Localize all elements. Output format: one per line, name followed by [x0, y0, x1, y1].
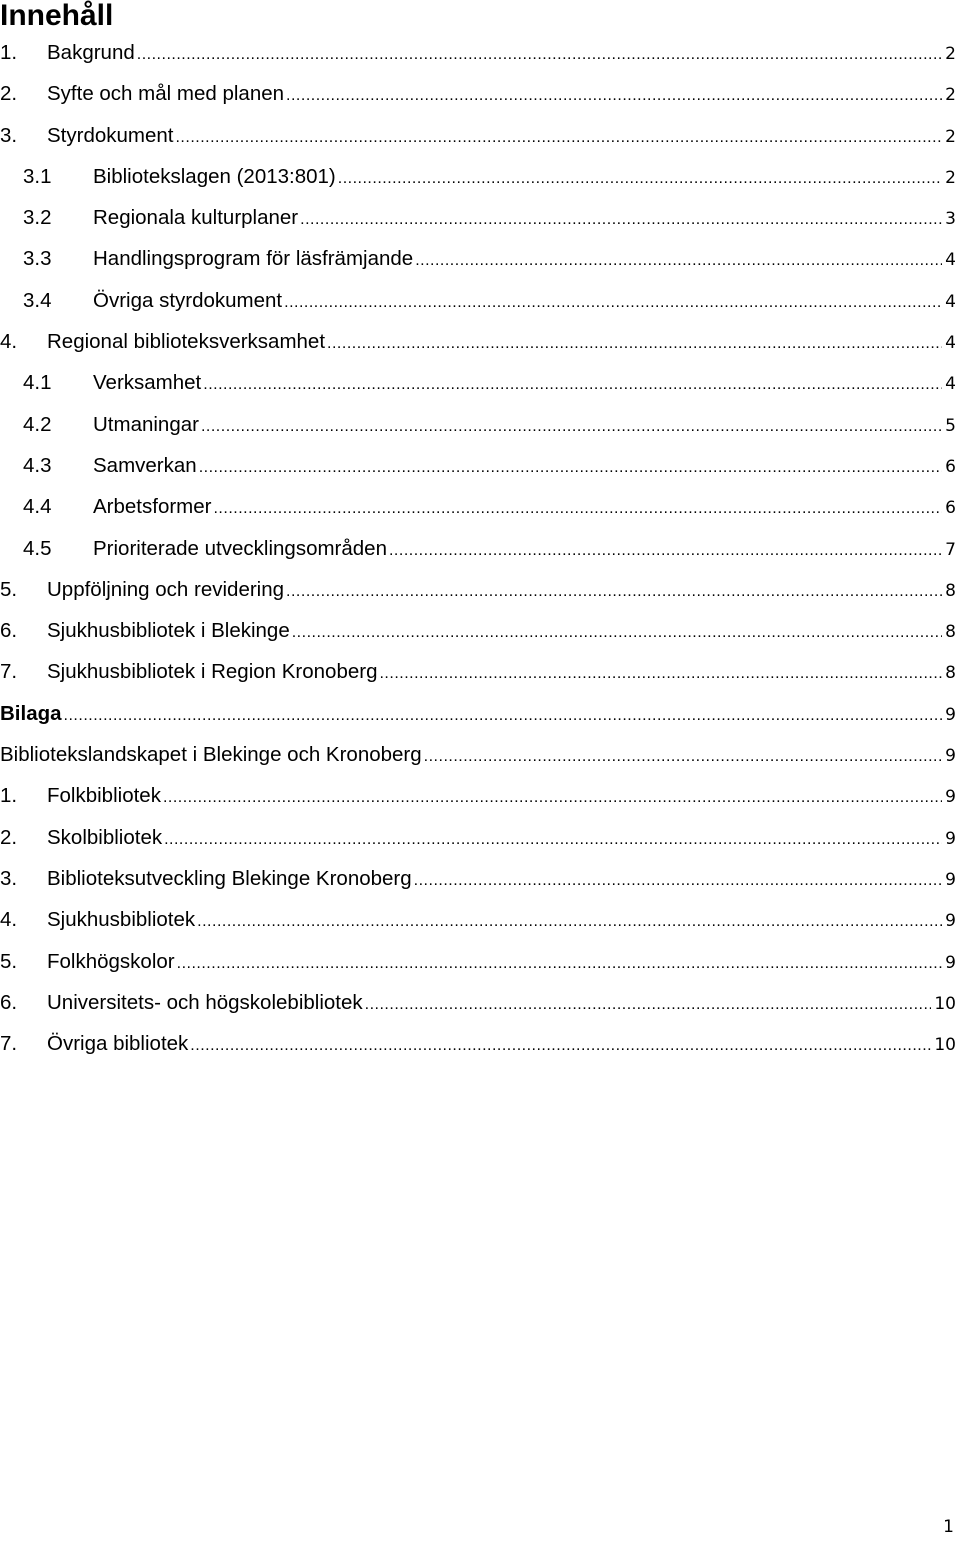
- toc-entry-page: 4: [945, 333, 956, 354]
- toc-dot-leader: [365, 984, 932, 1025]
- toc-entry-title: Styrdokument: [47, 123, 174, 147]
- toc-entry[interactable]: [0, 238, 960, 279]
- toc-entry-page: 2: [945, 85, 956, 106]
- toc-dot-leader: [64, 695, 943, 736]
- toc-entry-title: Bakgrund: [47, 41, 135, 64]
- toc-entry-title: Biblioteksutveckling Blekinge Kronoberg: [47, 866, 412, 890]
- toc-dot-leader: [197, 901, 942, 942]
- toc-entry-page: 3: [945, 209, 956, 230]
- toc-dot-leader: [379, 653, 942, 694]
- toc-dot-leader: [213, 488, 942, 529]
- toc-entry-number: 4.5: [23, 536, 52, 560]
- toc-heading: Innehåll: [0, 0, 114, 32]
- toc-entry-page: 5: [945, 415, 956, 436]
- toc-entry-number: 7.: [0, 660, 18, 684]
- toc-entry-page: 6: [945, 456, 956, 477]
- toc-dot-leader: [414, 860, 943, 901]
- toc-entry[interactable]: [0, 858, 960, 899]
- toc-entry-title: Folkbibliotek: [47, 784, 161, 808]
- toc-dot-leader: [338, 158, 942, 199]
- toc-entry-page: 9: [945, 828, 956, 849]
- toc-entry-page: 7: [945, 539, 956, 560]
- toc-entry-number: 6.: [0, 990, 18, 1014]
- toc-entry[interactable]: [0, 1023, 960, 1064]
- toc-entry-number: 3.2: [23, 206, 52, 230]
- toc-dot-leader: [177, 943, 943, 984]
- toc-dot-leader: [424, 736, 943, 777]
- toc-entry-number: 3.4: [23, 288, 52, 312]
- toc-entry-page: 10: [934, 993, 956, 1014]
- toc-entry-title: Övriga bibliotek: [47, 1032, 189, 1056]
- toc-entry-page: 8: [945, 663, 956, 684]
- toc-entry-number: 7.: [0, 1032, 18, 1056]
- toc-entry-number: 4.3: [23, 453, 52, 477]
- toc-entry-number: 6.: [0, 619, 18, 643]
- toc-entry-title: Övriga styrdokument: [93, 288, 283, 312]
- toc-entry[interactable]: [0, 817, 960, 858]
- toc-entry-title: Arbetsformer: [93, 495, 212, 519]
- toc-entry-number: 4.2: [23, 412, 52, 436]
- toc-entry-title: Bibliotekslagen (2013:801): [93, 164, 336, 188]
- toc-entry-page: 4: [945, 250, 956, 271]
- toc-entry-number: 4.1: [23, 371, 52, 395]
- toc-entry-title: Skolbibliotek: [47, 825, 163, 849]
- toc-entry[interactable]: [0, 775, 960, 816]
- toc-dot-leader: [389, 530, 942, 571]
- toc-entry-title: Universitets- och högskolebibliotek: [47, 990, 363, 1014]
- toc-dot-leader: [137, 34, 942, 75]
- toc-entry-number: 5.: [0, 949, 18, 973]
- toc-entry[interactable]: [0, 982, 960, 1023]
- toc-dot-leader: [201, 406, 942, 447]
- toc-entry-page: 4: [945, 291, 956, 312]
- toc-entry-title: Folkhögskolor: [47, 949, 175, 973]
- toc-dot-leader: [284, 282, 942, 323]
- toc-entry-title: Bibliotekslandskapet i Blekinge och Kronoberg: [0, 743, 422, 767]
- toc-entry[interactable]: [0, 280, 960, 321]
- toc-entry-number: 4.: [0, 330, 18, 354]
- toc-entry[interactable]: [0, 899, 960, 940]
- toc-entry-title: Samverkan: [93, 453, 197, 477]
- toc-entry[interactable]: [0, 321, 960, 362]
- toc-dot-leader: [203, 364, 942, 405]
- toc-entry-title: Bilaga: [0, 701, 62, 725]
- toc-entry-title: Verksamhet: [93, 371, 202, 395]
- toc-entry-number: 5.: [0, 577, 18, 601]
- toc-entry[interactable]: [0, 610, 960, 651]
- toc-entry-title: Sjukhusbibliotek i Region Kronoberg: [47, 660, 378, 684]
- toc-dot-leader: [300, 199, 942, 240]
- toc-entry-number: 3.: [0, 123, 18, 147]
- toc-entry-page: 9: [945, 952, 956, 973]
- toc-dot-leader: [286, 75, 942, 116]
- toc-entry-number: 3.3: [23, 247, 52, 271]
- toc-entry-title: Handlingsprogram för läsfrämjande: [93, 247, 414, 271]
- toc-entry-number: 3.: [0, 866, 18, 890]
- toc-entry-number: 2.: [0, 825, 18, 849]
- toc-entry[interactable]: [0, 693, 960, 734]
- toc-entry-title: Syfte och mål med planen: [47, 82, 285, 106]
- toc-entry-number: 4.4: [23, 495, 52, 519]
- toc-entry-title: Uppföljning och revidering: [47, 577, 285, 601]
- toc-entry[interactable]: [0, 32, 960, 73]
- toc-entry-number: 1.: [0, 784, 18, 808]
- toc-dot-leader: [292, 612, 942, 653]
- toc-entry-title: Sjukhusbibliotek: [47, 908, 196, 932]
- toc-entry-page: 9: [945, 704, 956, 725]
- toc-entry[interactable]: [0, 404, 960, 445]
- toc-dot-leader: [164, 819, 942, 860]
- toc-entry-number: 1.: [0, 41, 18, 64]
- toc-dot-leader: [199, 447, 942, 488]
- toc-entry-page: 10: [934, 1035, 956, 1056]
- toc-dot-leader: [327, 323, 942, 364]
- toc-dot-leader: [415, 240, 942, 281]
- toc-entry-page: 2: [945, 44, 956, 64]
- toc-entry-page: 9: [945, 746, 956, 767]
- toc-entry-title: Regional biblioteksverksamhet: [47, 330, 326, 354]
- toc-entry[interactable]: [0, 115, 960, 156]
- toc-entry-page: 9: [945, 787, 956, 808]
- toc-entry[interactable]: [0, 569, 960, 610]
- toc-entry-number: 2.: [0, 82, 18, 106]
- toc-entry-title: Prioriterade utvecklingsområden: [93, 536, 387, 560]
- toc-entry[interactable]: [0, 734, 960, 775]
- toc-entry-page: 8: [945, 622, 956, 643]
- toc-entry-page: 2: [945, 167, 956, 188]
- toc-entry-number: 3.1: [23, 164, 52, 188]
- toc-entry-page: 9: [945, 911, 956, 932]
- toc-entry-number: 4.: [0, 908, 18, 932]
- toc-entry[interactable]: [0, 197, 960, 238]
- toc-entry[interactable]: [0, 73, 960, 114]
- toc-dot-leader: [190, 1025, 931, 1066]
- toc-entry-page: 9: [945, 869, 956, 890]
- toc-entry-page: 4: [945, 374, 956, 395]
- page-number: 1: [943, 1517, 954, 1537]
- toc-entry-title: Regionala kulturplaner: [93, 206, 299, 230]
- toc-dot-leader: [286, 571, 942, 612]
- toc-dot-leader: [163, 777, 942, 818]
- toc-entry-page: 6: [945, 498, 956, 519]
- toc-entry[interactable]: [0, 362, 960, 403]
- toc-entry-page: 2: [945, 126, 956, 147]
- toc-entry[interactable]: [0, 528, 960, 569]
- toc-entry-title: Utmaningar: [93, 412, 199, 436]
- toc-entry[interactable]: [0, 445, 960, 486]
- toc-entry[interactable]: [0, 651, 960, 692]
- toc-entry-title: Sjukhusbibliotek i Blekinge: [47, 619, 290, 643]
- toc-dot-leader: [175, 117, 942, 158]
- table-of-contents: [0, 32, 960, 1064]
- toc-entry[interactable]: [0, 156, 960, 197]
- toc-entry[interactable]: [0, 941, 960, 982]
- toc-entry-page: 8: [945, 580, 956, 601]
- toc-entry[interactable]: [0, 486, 960, 527]
